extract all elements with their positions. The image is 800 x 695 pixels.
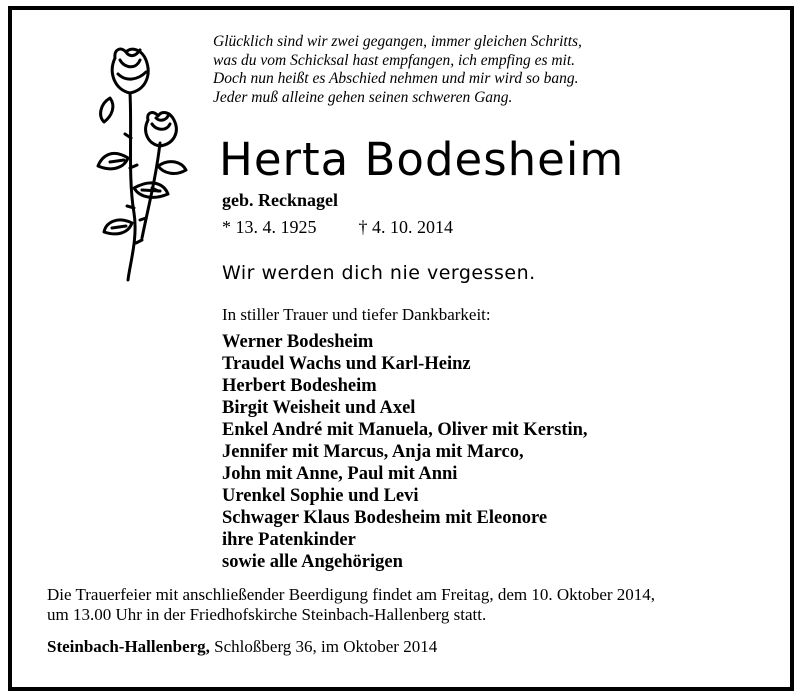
birth-date: * 13. 4. 1925	[222, 217, 317, 237]
mourners-list	[222, 331, 588, 573]
funeral-line: Die Trauerfeier mit anschließender Beerdigung findet am Freitag, dem 10. Oktober 2014,	[47, 585, 656, 604]
rose-icon	[90, 38, 200, 283]
motto: Wir werden dich nie vergessen.	[222, 262, 536, 284]
mourner-line: Enkel André mit Manuela, Oliver mit Kerstin,	[222, 420, 588, 440]
signature-line	[47, 637, 437, 657]
poem-line: Glücklich sind wir zwei gegangen, immer gleichen Schritts,	[213, 33, 582, 50]
poem-line: Jeder muß alleine gehen seinen schweren Gang.	[213, 88, 513, 106]
mourner-line: Birgit Weisheit und Axel	[222, 398, 416, 418]
funeral-line: um 13.00 Uhr in der Friedhofskirche Steinbach-Hallenberg statt.	[47, 605, 487, 624]
poem-line: was du vom Schicksal hast empfangen, ich empfing es mit.	[213, 51, 576, 69]
signature-town: Steinbach-Hallenberg,	[47, 637, 210, 656]
mourner-line: ihre Patenkinder	[222, 530, 356, 550]
maiden-name: geb. Recknagel	[222, 190, 338, 210]
life-dates	[222, 217, 453, 238]
mourner-line: Herbert Bodesheim	[222, 376, 377, 396]
death-date: † 4. 10. 2014	[358, 217, 453, 237]
poem-line: Doch nun heißt es Abschied nehmen und mir wird so bang.	[213, 70, 579, 87]
mourner-line: John mit Anne, Paul mit Anni	[222, 464, 458, 484]
mourner-line: Schwager Klaus Bodesheim mit Eleonore	[222, 508, 548, 528]
mourner-line: Traudel Wachs und Karl-Heinz	[222, 354, 471, 374]
deceased-name: Herta Bodesheim	[219, 133, 625, 186]
signature-address: Schloßberg 36, im Oktober 2014	[214, 637, 438, 656]
mourner-line: Werner Bodesheim	[222, 332, 374, 352]
funeral-notice	[47, 585, 655, 625]
poem	[213, 33, 582, 107]
mourner-line: Urenkel Sophie und Levi	[222, 486, 419, 506]
mourner-line: sowie alle Angehörigen	[222, 552, 403, 572]
mourner-line: Jennifer mit Marcus, Anja mit Marco,	[222, 442, 524, 462]
mourners-intro: In stiller Trauer und tiefer Dankbarkeit:	[222, 305, 491, 324]
